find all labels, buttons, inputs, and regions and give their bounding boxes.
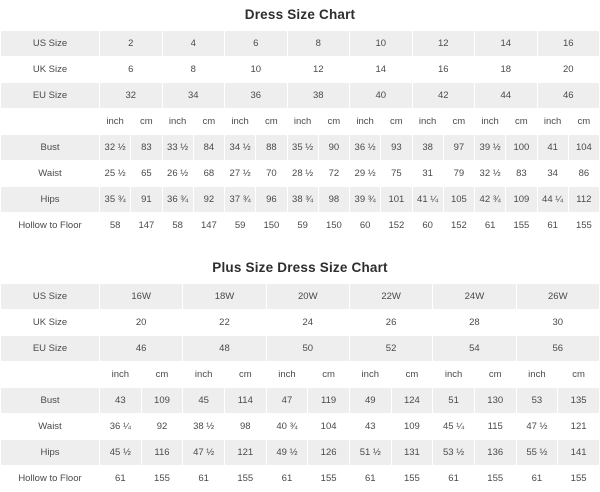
table-cell: 42 — [412, 83, 475, 109]
table-row — [1, 362, 600, 388]
table-row — [1, 440, 600, 466]
table-cell: 25 ½ — [100, 161, 131, 187]
table-cell: 12 — [412, 31, 475, 57]
row-label: UK Size — [1, 57, 100, 83]
table-cell: 68 — [193, 161, 224, 187]
row-label: Hips — [1, 440, 100, 466]
table-cell: 52 — [349, 336, 432, 362]
table-cell: 116 — [141, 440, 183, 466]
plus-size-chart-block — [0, 253, 600, 492]
table-cell: 98 — [224, 414, 266, 440]
table-cell: cm — [131, 109, 162, 135]
table-cell: inch — [225, 109, 256, 135]
row-label: Hollow to Floor — [1, 466, 100, 492]
table-cell: cm — [193, 109, 224, 135]
table-cell: 36 — [225, 83, 288, 109]
table-cell: 33 ½ — [162, 135, 193, 161]
row-label: Waist — [1, 414, 100, 440]
table-cell: 41 ¼ — [412, 187, 443, 213]
table-cell: 22W — [349, 284, 432, 310]
table-row — [1, 284, 600, 310]
table-cell: 59 — [225, 213, 256, 239]
table-cell: 72 — [318, 161, 349, 187]
table-cell: 83 — [131, 135, 162, 161]
table-cell: 51 — [433, 388, 475, 414]
table-cell: 44 — [475, 83, 538, 109]
row-label: US Size — [1, 31, 100, 57]
table-cell: inch — [100, 362, 142, 388]
table-row — [1, 414, 600, 440]
plus-size-title: Plus Size Dress Size Chart — [212, 260, 388, 275]
table-cell: 96 — [256, 187, 287, 213]
table-row — [1, 213, 600, 239]
table-cell: 46 — [537, 83, 600, 109]
table-cell: 114 — [224, 388, 266, 414]
table-cell: 38 — [412, 135, 443, 161]
table-cell: 27 ½ — [225, 161, 256, 187]
table-cell: cm — [443, 109, 474, 135]
plus-size-table — [0, 283, 600, 492]
table-cell: 147 — [193, 213, 224, 239]
table-cell: 75 — [381, 161, 412, 187]
table-cell: 18 — [475, 57, 538, 83]
table-cell: cm — [256, 109, 287, 135]
table-cell: 42 ¾ — [475, 187, 506, 213]
table-cell: 79 — [443, 161, 474, 187]
table-cell: 97 — [443, 135, 474, 161]
dress-size-table — [0, 30, 600, 239]
table-cell: inch — [183, 362, 225, 388]
table-cell: 55 ½ — [516, 440, 558, 466]
row-label: Waist — [1, 161, 100, 187]
table-row — [1, 161, 600, 187]
table-cell: 135 — [558, 388, 600, 414]
table-cell: 136 — [474, 440, 516, 466]
table-cell: 45 — [183, 388, 225, 414]
table-cell: 2 — [100, 31, 163, 57]
table-cell: cm — [381, 109, 412, 135]
table-cell: 51 ½ — [349, 440, 391, 466]
table-row — [1, 31, 600, 57]
table-cell: 119 — [308, 388, 350, 414]
table-cell: 12 — [287, 57, 350, 83]
table-cell: 147 — [131, 213, 162, 239]
table-cell: 16 — [412, 57, 475, 83]
table-cell: 60 — [350, 213, 381, 239]
table-cell: 104 — [568, 135, 599, 161]
table-cell: 44 ¼ — [537, 187, 568, 213]
table-row — [1, 466, 600, 492]
table-cell: inch — [162, 109, 193, 135]
table-cell: 26W — [516, 284, 599, 310]
table-cell: 56 — [516, 336, 599, 362]
table-cell: 88 — [256, 135, 287, 161]
table-cell: inch — [287, 109, 318, 135]
table-cell: cm — [568, 109, 599, 135]
table-cell: 24 — [266, 310, 349, 336]
table-cell: 18W — [183, 284, 266, 310]
table-cell: cm — [558, 362, 600, 388]
table-cell: 155 — [141, 466, 183, 492]
table-cell: 100 — [506, 135, 537, 161]
table-cell: 38 ¾ — [287, 187, 318, 213]
table-cell: 40 — [350, 83, 413, 109]
table-cell: 155 — [558, 466, 600, 492]
table-cell: 34 — [162, 83, 225, 109]
table-cell: 10 — [225, 57, 288, 83]
table-cell: 109 — [391, 414, 433, 440]
table-cell: 20 — [100, 310, 183, 336]
table-cell: 141 — [558, 440, 600, 466]
table-cell: 6 — [100, 57, 163, 83]
page-title: Dress Size Chart — [244, 7, 356, 22]
table-cell: 105 — [443, 187, 474, 213]
table-cell: 48 — [183, 336, 266, 362]
table-cell: 126 — [308, 440, 350, 466]
table-cell: cm — [141, 362, 183, 388]
table-row — [1, 57, 600, 83]
row-label: Hips — [1, 187, 100, 213]
table-cell: 86 — [568, 161, 599, 187]
table-cell: 45 ½ — [100, 440, 142, 466]
table-cell: cm — [318, 109, 349, 135]
table-cell: inch — [350, 109, 381, 135]
table-row — [1, 187, 600, 213]
table-cell: 90 — [318, 135, 349, 161]
table-cell: 28 — [433, 310, 516, 336]
table-cell: 109 — [506, 187, 537, 213]
table-cell: 109 — [141, 388, 183, 414]
table-cell: 22 — [183, 310, 266, 336]
table-cell: 70 — [256, 161, 287, 187]
table-cell: 39 ¾ — [350, 187, 381, 213]
row-label — [1, 362, 100, 388]
table-cell: 31 — [412, 161, 443, 187]
table-cell: 61 — [433, 466, 475, 492]
table-cell: 26 — [349, 310, 432, 336]
table-cell: 58 — [100, 213, 131, 239]
table-cell: 14 — [475, 31, 538, 57]
section-spacer — [0, 239, 600, 253]
table-cell: 34 — [537, 161, 568, 187]
table-cell: inch — [433, 362, 475, 388]
table-cell: 43 — [100, 388, 142, 414]
table-cell: 6 — [225, 31, 288, 57]
row-label: UK Size — [1, 310, 100, 336]
table-cell: inch — [475, 109, 506, 135]
table-cell: 93 — [381, 135, 412, 161]
table-cell: 28 ½ — [287, 161, 318, 187]
table-cell: cm — [506, 109, 537, 135]
table-cell: 92 — [193, 187, 224, 213]
table-cell: 61 — [516, 466, 558, 492]
table-cell: 20W — [266, 284, 349, 310]
row-label: Bust — [1, 135, 100, 161]
table-cell: 152 — [381, 213, 412, 239]
table-cell: cm — [224, 362, 266, 388]
table-cell: 20 — [537, 57, 600, 83]
table-row — [1, 135, 600, 161]
table-cell: inch — [266, 362, 308, 388]
table-cell: 14 — [350, 57, 413, 83]
table-cell: 38 ½ — [183, 414, 225, 440]
table-cell: 115 — [474, 414, 516, 440]
table-cell: 35 ¾ — [100, 187, 131, 213]
table-cell: 36 ¼ — [100, 414, 142, 440]
table-cell: 121 — [558, 414, 600, 440]
table-cell: 49 — [349, 388, 391, 414]
table-cell: inch — [537, 109, 568, 135]
table-cell: 150 — [256, 213, 287, 239]
table-cell: 26 ½ — [162, 161, 193, 187]
table-cell: 43 — [349, 414, 391, 440]
table-cell: inch — [100, 109, 131, 135]
table-cell: 61 — [475, 213, 506, 239]
table-cell: inch — [412, 109, 443, 135]
table-cell: 131 — [391, 440, 433, 466]
row-label: EU Size — [1, 83, 100, 109]
table-cell: cm — [474, 362, 516, 388]
dress-size-chart-block — [0, 0, 600, 239]
table-cell: 29 ½ — [350, 161, 381, 187]
table-cell: 65 — [131, 161, 162, 187]
table-cell: 53 ½ — [433, 440, 475, 466]
plus-size-table-body — [1, 284, 600, 492]
table-cell: 39 ½ — [475, 135, 506, 161]
table-cell: 53 — [516, 388, 558, 414]
table-row — [1, 109, 600, 135]
table-cell: 61 — [349, 466, 391, 492]
table-cell: 155 — [506, 213, 537, 239]
table-cell: 41 — [537, 135, 568, 161]
table-cell: 155 — [308, 466, 350, 492]
table-cell: 40 ¾ — [266, 414, 308, 440]
table-cell: 91 — [131, 187, 162, 213]
row-label: Hollow to Floor — [1, 213, 100, 239]
table-cell: 101 — [381, 187, 412, 213]
table-cell: 37 ¾ — [225, 187, 256, 213]
row-label: EU Size — [1, 336, 100, 362]
table-cell: 10 — [350, 31, 413, 57]
table-cell: 16W — [100, 284, 183, 310]
table-row — [1, 388, 600, 414]
table-cell: 45 ¼ — [433, 414, 475, 440]
table-cell: 34 ½ — [225, 135, 256, 161]
table-cell: 49 ½ — [266, 440, 308, 466]
table-cell: 46 — [100, 336, 183, 362]
table-row — [1, 83, 600, 109]
table-cell: inch — [516, 362, 558, 388]
table-cell: 47 — [266, 388, 308, 414]
table-cell: 61 — [183, 466, 225, 492]
table-cell: 30 — [516, 310, 599, 336]
row-label: Bust — [1, 388, 100, 414]
table-cell: 61 — [100, 466, 142, 492]
table-cell: 112 — [568, 187, 599, 213]
table-cell: 47 ½ — [183, 440, 225, 466]
table-cell: 83 — [506, 161, 537, 187]
table-cell: inch — [349, 362, 391, 388]
table-cell: 84 — [193, 135, 224, 161]
table-cell: 155 — [224, 466, 266, 492]
table-cell: 36 ¾ — [162, 187, 193, 213]
table-cell: 32 ½ — [475, 161, 506, 187]
table-cell: 61 — [537, 213, 568, 239]
table-cell: 121 — [224, 440, 266, 466]
table-cell: 35 ½ — [287, 135, 318, 161]
table-cell: cm — [391, 362, 433, 388]
table-cell: 59 — [287, 213, 318, 239]
table-cell: 24W — [433, 284, 516, 310]
table-cell: 61 — [266, 466, 308, 492]
table-cell: cm — [308, 362, 350, 388]
table-cell: 92 — [141, 414, 183, 440]
table-cell: 54 — [433, 336, 516, 362]
table-cell: 152 — [443, 213, 474, 239]
table-cell: 155 — [474, 466, 516, 492]
table-cell: 98 — [318, 187, 349, 213]
table-cell: 155 — [391, 466, 433, 492]
table-row — [1, 336, 600, 362]
table-cell: 8 — [287, 31, 350, 57]
table-cell: 32 — [100, 83, 163, 109]
dress-size-table-body — [1, 31, 600, 239]
table-cell: 155 — [568, 213, 599, 239]
table-cell: 8 — [162, 57, 225, 83]
table-cell: 58 — [162, 213, 193, 239]
table-cell: 50 — [266, 336, 349, 362]
table-cell: 60 — [412, 213, 443, 239]
table-cell: 150 — [318, 213, 349, 239]
row-label: US Size — [1, 284, 100, 310]
table-cell: 47 ½ — [516, 414, 558, 440]
table-cell: 38 — [287, 83, 350, 109]
table-cell: 130 — [474, 388, 516, 414]
row-label — [1, 109, 100, 135]
table-cell: 4 — [162, 31, 225, 57]
table-cell: 124 — [391, 388, 433, 414]
table-row — [1, 310, 600, 336]
table-cell: 36 ½ — [350, 135, 381, 161]
table-cell: 16 — [537, 31, 600, 57]
table-cell: 104 — [308, 414, 350, 440]
table-cell: 32 ½ — [100, 135, 131, 161]
